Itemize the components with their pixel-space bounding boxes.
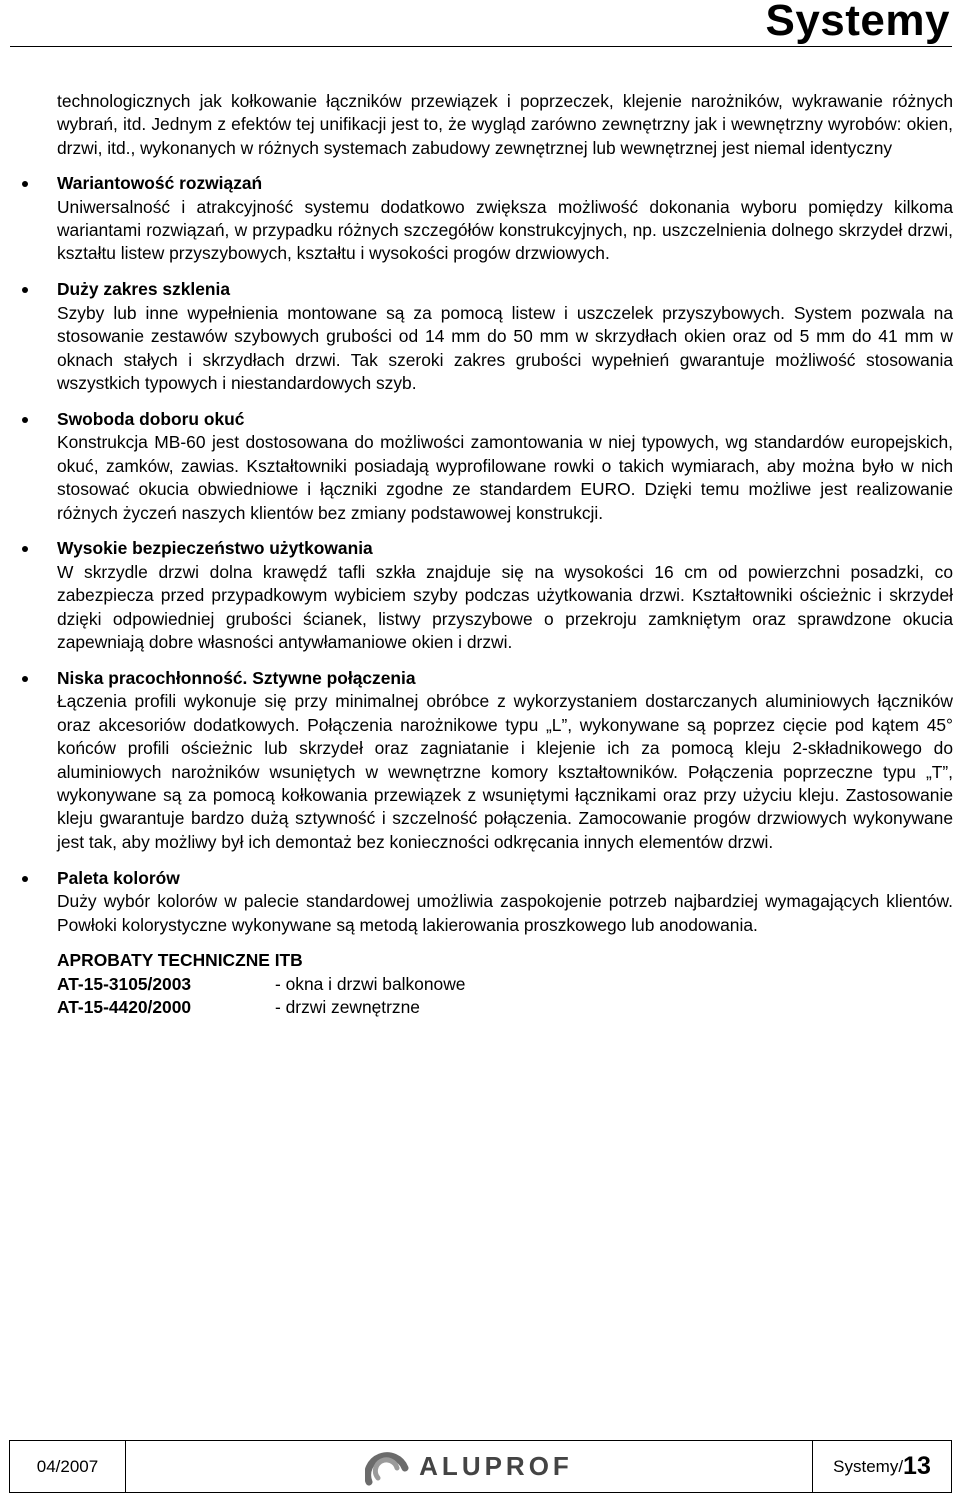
aprobata-desc: - drzwi zewnętrzne	[275, 997, 420, 1018]
page-content	[57, 90, 953, 1020]
header-rule	[10, 46, 952, 47]
section-bezpieczenstwo	[57, 537, 953, 654]
bullet-icon	[22, 417, 28, 423]
section-body: W skrzydle drzwi dolna krawędź tafli szkła znajduje się na wysokości 16 cm od powierzchni posadzki, co zabezpiecza przed przypadkowym wybiciem szyby podczas użytkowania drzwi. Kształtowniki ościeżnic i skrzydeł dzięki odpowiedniej grubości ścianek, listwy przyszybowe o przekroju zamkniętym oraz sprawdzone okucia zapewniają dobre własności antywłamaniowe okien i drzwi.	[57, 561, 953, 653]
section-title: Niska pracochłonność. Sztywne połączenia	[57, 667, 416, 688]
section-polaczenia	[57, 667, 953, 854]
section-wariantowosc	[57, 172, 953, 266]
bullet-icon	[22, 676, 28, 682]
section-body: Łączenia profili wykonuje się przy minimalnej obróbce z wykorzystaniem dostarczanych aluminiowych łączników oraz akcesoriów dodatkowych. Połączenia narożnikowe typu „L”, wykonywane są poprzez cięcie pod kątem 45° końców profili ościeżnic lub skrzydeł oraz zagniatanie i klejenie ich za pomocą kleju 2-składnikowego do aluminiowych narożników wsuniętych w wewnętrzne komory kształtowników. Połączenia poprzeczne typu „T”, wykonywane są za pomocą kołkowania przewiązek z wsuniętymi łącznikami oraz przy użyciu kleju. Zastosowanie kleju gwarantuje bardzo dużą sztywność i szczelność połączenia. Zamocowanie progów drzwiowych wykonywane jest tak, aby możliwy był ich demontaż bez konieczności odkręcania innych elementów drzwi.	[57, 691, 953, 852]
section-title: Paleta kolorów	[57, 867, 180, 888]
section-title: Swoboda doboru okuć	[57, 408, 245, 429]
section-title: Wariantowość rozwiązań	[57, 173, 263, 194]
bullet-icon	[22, 181, 28, 187]
section-zakres-szklenia	[57, 278, 953, 395]
aprobata-row	[57, 996, 953, 1019]
footer-page	[813, 1441, 951, 1492]
section-title: Wysokie bezpieczeństwo użytkowania	[57, 538, 373, 559]
section-body: Szyby lub inne wypełnienia montowane są za pomocą listew i uszczelek przyszybowych. System pozwala na stosowanie zestawów szybowych grubości od 14 mm do 50 mm w skrzydłach okien oraz od 5 mm do 41 mm w oknach stałych i skrzydłach drzwi. Tak szeroki zakres grubości wypełnień gwarantuje możliwość stosowania wszystkich typowych i niestandardowych szyb.	[57, 302, 953, 393]
aluprof-logo-icon	[365, 1448, 411, 1486]
aprobaty-heading: APROBATY TECHNICZNE ITB	[57, 950, 303, 971]
header-title: Systemy	[765, 0, 950, 45]
aprobata-row	[57, 973, 953, 996]
page-footer	[9, 1440, 952, 1493]
aprobata-desc: - okna i drzwi balkonowe	[275, 973, 466, 994]
aprobaty-block	[57, 949, 953, 1019]
bullet-icon	[22, 546, 28, 552]
logo-text: ALUPROF	[419, 1451, 573, 1481]
page-prefix: Systemy/	[833, 1456, 904, 1476]
section-body: Duży wybór kolorów w palecie standardowej umożliwia zaspokojenie potrzeb najbardziej wymagających klientów. Powłoki kolorystyczne wykonywane są metodą lakierowania proszkowego lub anodowania.	[57, 891, 953, 935]
intro-paragraph: technologicznych jak kołkowanie łączników przewiązek i poprzeczek, klejenie narożników, wykrawanie różnych wybrań, itd. Jednym z efektów tej unifikacji jest to, że wygląd zarówno zewnętrzny jak i wewnętrzny wyrobów: okien, drzwi, itd., wykonanych w różnych systemach zabudowy zewnętrznej lub wewnętrznej jest niemal identyczny	[57, 91, 953, 158]
bullet-icon	[22, 287, 28, 293]
section-okucia	[57, 408, 953, 525]
aprobata-code: AT-15-3105/2003	[57, 973, 192, 994]
bullet-icon	[22, 876, 28, 882]
section-title: Duży zakres szklenia	[57, 279, 231, 300]
footer-date: 04/2007	[10, 1441, 126, 1492]
aprobata-code: AT-15-4420/2000	[57, 997, 192, 1018]
section-body: Konstrukcja MB-60 jest dostosowana do możliwości zamontowania w niej typowych, wg standardów europejskich, okuć, zamków, zawias. Kształtowniki posiadają wyprofilowane rowki o takich wymiarach, aby można było w nich stosować okucia obwiedniowe i łączniki zgodne ze standardem EURO. Dzięki temu możliwe jest realizowanie różnych życzeń naszych klientów bez zmiany podstawowej konstrukcji.	[57, 432, 953, 523]
footer-logo	[126, 1441, 813, 1492]
section-paleta-kolorow	[57, 867, 953, 937]
section-body: Uniwersalność i atrakcyjność systemu dodatkowo zwiększa możliwość dokonania wyboru pomiędzy kilkoma wariantami rozwiązań, w przypadku różnych szczegółów konstrukcyjnych, np. uszczelnienia dolnego skrzydeł drzwi, kształtu listew przyszybowych, kształtu i wysokości progów drzwiowych.	[57, 196, 953, 264]
page-number: 13	[903, 1452, 931, 1480]
